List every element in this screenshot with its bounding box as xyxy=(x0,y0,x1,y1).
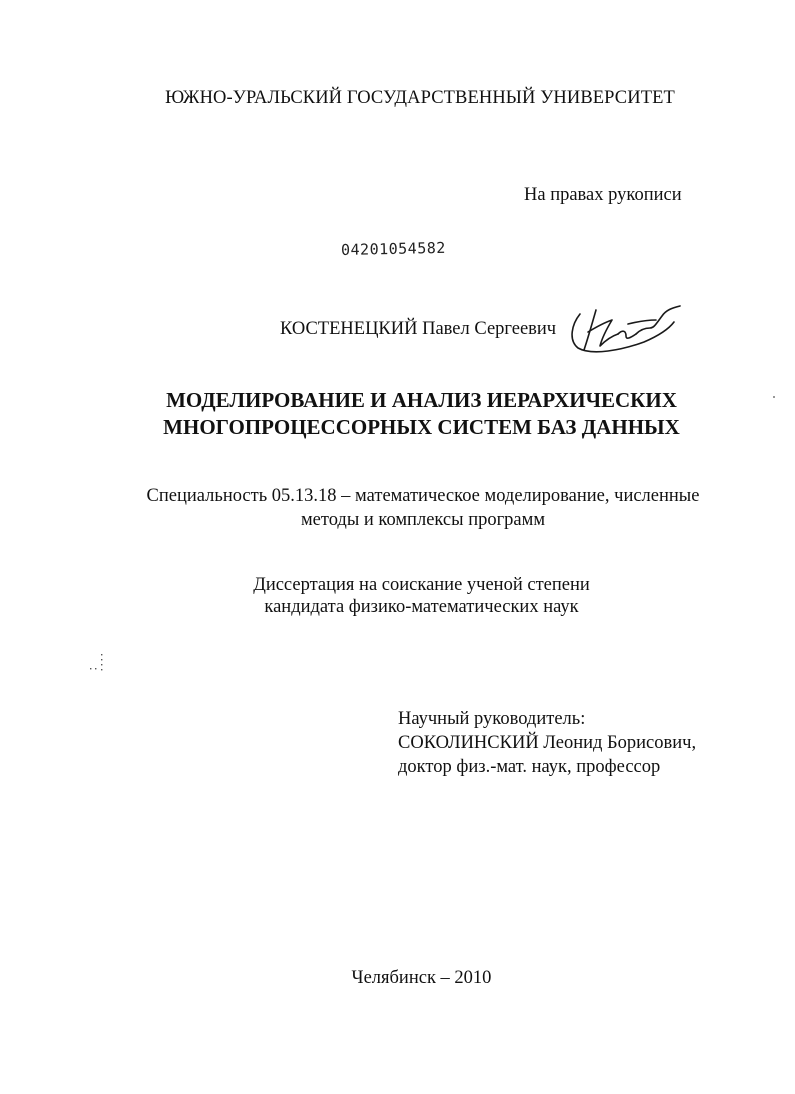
degree-line-1: Диссертация на соискание ученой степени xyxy=(253,575,590,595)
specialty xyxy=(142,484,704,532)
supervisor-block xyxy=(398,707,696,779)
supervisor-degree: доктор физ.-мат. наук, профессор xyxy=(398,757,661,777)
specialty-line-2: методы и комплексы программ xyxy=(300,510,546,530)
supervisor-name: СОКОЛИНСКИЙ Леонид Борисович, xyxy=(398,733,697,753)
city-year: Челябинск – 2010 xyxy=(351,968,492,988)
manuscript-note: На правах рукописи xyxy=(524,185,682,205)
title-line-1: МОДЕЛИРОВАНИЕ И АНАЛИЗ ИЕРАРХИЧЕСКИХ xyxy=(166,388,677,412)
dissertation-title xyxy=(0,387,795,441)
university-name: ЮЖНО-УРАЛЬСКИЙ ГОСУДАРСТВЕННЫЙ УНИВЕРСИТЕТ xyxy=(165,88,675,108)
specialty-line-1: Специальность 05.13.18 – математическое моделирование, численные xyxy=(146,486,700,506)
degree-statement xyxy=(0,574,795,618)
degree-line-2: кандидата физико-математических наук xyxy=(264,597,579,617)
title-line-2: МНОГОПРОЦЕССОРНЫХ СИСТЕМ БАЗ ДАННЫХ xyxy=(163,415,680,439)
author-signature xyxy=(566,302,682,358)
author-name: КОСТЕНЕЦКИЙ Павел Сергеевич xyxy=(280,319,557,339)
scan-specks xyxy=(88,652,108,674)
supervisor-label: Научный руководитель: xyxy=(398,709,586,729)
scan-speck xyxy=(773,396,775,398)
registration-code: 04201054582 xyxy=(340,238,447,259)
